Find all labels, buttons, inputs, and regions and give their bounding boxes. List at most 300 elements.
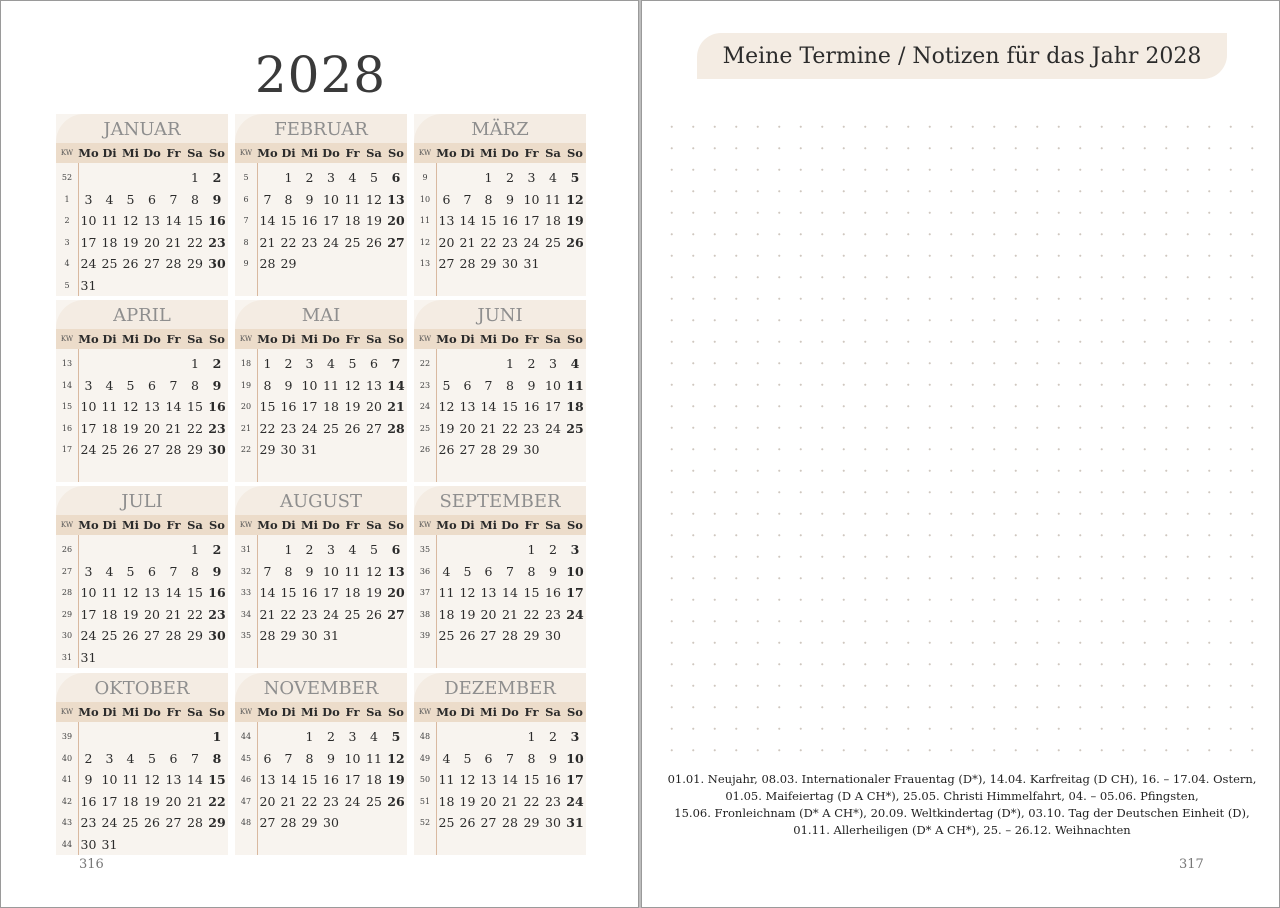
day-cell[interactable]: 28 <box>187 815 203 831</box>
day-cell[interactable]: 29 <box>280 628 297 644</box>
day-cell[interactable]: 23 <box>208 606 226 622</box>
day-cell[interactable]: 9 <box>284 377 293 393</box>
day-cell[interactable]: 15 <box>502 399 518 415</box>
day-cell[interactable]: 19 <box>144 793 160 809</box>
day-cell[interactable]: 30 <box>545 815 561 831</box>
day-cell[interactable]: 13 <box>144 213 160 229</box>
day-cell[interactable]: 16 <box>208 585 226 601</box>
day-cell[interactable]: 6 <box>370 356 378 371</box>
day-cell[interactable]: 8 <box>191 563 199 579</box>
day-cell[interactable]: 5 <box>463 750 472 766</box>
day-cell[interactable]: 30 <box>323 815 339 831</box>
day-cell[interactable]: 30 <box>545 628 561 644</box>
day-cell[interactable]: 24 <box>301 420 318 436</box>
day-cell[interactable]: 27 <box>144 442 160 458</box>
day-cell[interactable]: 14 <box>165 399 182 415</box>
day-cell[interactable]: 1 <box>527 729 536 744</box>
day-cell[interactable]: 15 <box>187 213 203 229</box>
day-cell[interactable]: 12 <box>459 585 476 601</box>
day-cell[interactable]: 10 <box>566 750 584 766</box>
day-cell[interactable]: 2 <box>305 542 314 557</box>
day-cell[interactable]: 11 <box>101 585 118 601</box>
day-cell[interactable]: 4 <box>442 563 451 579</box>
day-cell[interactable]: 23 <box>523 420 540 436</box>
day-cell[interactable]: 20 <box>480 793 497 809</box>
day-cell[interactable]: 24 <box>566 793 584 809</box>
day-cell[interactable]: 9 <box>212 191 222 207</box>
day-cell[interactable]: 30 <box>523 442 540 458</box>
day-cell[interactable]: 22 <box>502 420 518 436</box>
day-cell[interactable]: 31 <box>323 628 339 644</box>
day-cell[interactable]: 1 <box>284 170 293 185</box>
day-cell[interactable]: 15 <box>301 772 318 788</box>
day-cell[interactable]: 17 <box>566 772 584 788</box>
day-cell[interactable]: 10 <box>545 377 561 393</box>
day-cell[interactable]: 7 <box>463 191 472 207</box>
day-cell[interactable]: 25 <box>545 234 561 250</box>
day-cell[interactable]: 27 <box>438 256 455 272</box>
day-cell[interactable]: 24 <box>80 442 97 458</box>
day-cell[interactable]: 17 <box>101 793 118 809</box>
day-cell[interactable]: 29 <box>259 442 276 458</box>
day-cell[interactable]: 23 <box>502 234 518 250</box>
day-cell[interactable]: 4 <box>549 170 557 185</box>
day-cell[interactable]: 5 <box>370 170 378 185</box>
day-cell[interactable]: 6 <box>263 750 272 766</box>
day-cell[interactable]: 4 <box>126 750 135 766</box>
day-cell[interactable]: 17 <box>344 772 361 788</box>
day-cell[interactable]: 4 <box>327 356 335 371</box>
day-cell[interactable]: 16 <box>301 585 318 601</box>
day-cell[interactable]: 1 <box>191 170 199 185</box>
day-cell[interactable]: 28 <box>259 256 276 272</box>
day-cell[interactable]: 2 <box>212 542 222 557</box>
day-cell[interactable]: 19 <box>566 213 584 229</box>
day-cell[interactable]: 13 <box>480 772 497 788</box>
day-cell[interactable]: 6 <box>391 542 401 557</box>
day-cell[interactable]: 17 <box>80 420 97 436</box>
day-cell[interactable]: 17 <box>523 213 540 229</box>
day-cell[interactable]: 5 <box>126 377 135 393</box>
day-cell[interactable]: 26 <box>122 256 139 272</box>
day-cell[interactable]: 6 <box>148 563 156 579</box>
day-cell[interactable]: 29 <box>301 815 318 831</box>
day-cell[interactable]: 29 <box>187 442 203 458</box>
day-cell[interactable]: 2 <box>305 170 314 185</box>
day-cell[interactable]: 27 <box>144 628 160 644</box>
day-cell[interactable]: 23 <box>280 420 297 436</box>
day-cell[interactable]: 16 <box>523 399 540 415</box>
day-cell[interactable]: 8 <box>284 191 293 207</box>
day-cell[interactable]: 16 <box>545 772 561 788</box>
day-cell[interactable]: 19 <box>366 585 382 601</box>
day-cell[interactable]: 28 <box>165 256 182 272</box>
day-cell[interactable]: 9 <box>327 750 335 766</box>
day-cell[interactable]: 29 <box>502 442 518 458</box>
day-cell[interactable]: 12 <box>438 399 455 415</box>
day-cell[interactable]: 4 <box>370 729 378 744</box>
day-cell[interactable]: 20 <box>387 585 405 601</box>
day-cell[interactable]: 11 <box>438 585 455 601</box>
day-cell[interactable]: 6 <box>442 191 451 207</box>
day-cell[interactable]: 29 <box>480 256 497 272</box>
day-cell[interactable]: 9 <box>84 772 93 788</box>
day-cell[interactable]: 21 <box>387 399 405 415</box>
day-cell[interactable]: 7 <box>169 191 178 207</box>
day-cell[interactable]: 30 <box>208 628 226 644</box>
day-cell[interactable]: 7 <box>169 563 178 579</box>
day-cell[interactable]: 25 <box>438 628 455 644</box>
day-cell[interactable]: 10 <box>80 585 97 601</box>
day-cell[interactable]: 7 <box>263 191 272 207</box>
day-cell[interactable]: 9 <box>506 191 514 207</box>
day-cell[interactable]: 14 <box>502 585 518 601</box>
day-cell[interactable]: 27 <box>480 815 497 831</box>
day-cell[interactable]: 28 <box>387 420 405 436</box>
day-cell[interactable]: 18 <box>366 772 382 788</box>
day-cell[interactable]: 20 <box>144 234 160 250</box>
day-cell[interactable]: 28 <box>259 628 276 644</box>
day-cell[interactable]: 8 <box>527 750 536 766</box>
day-cell[interactable]: 2 <box>212 356 222 371</box>
day-cell[interactable]: 12 <box>122 399 139 415</box>
day-cell[interactable]: 24 <box>523 234 540 250</box>
day-cell[interactable]: 27 <box>259 815 276 831</box>
day-cell[interactable]: 29 <box>208 815 226 831</box>
day-cell[interactable]: 19 <box>122 420 139 436</box>
day-cell[interactable]: 12 <box>122 585 139 601</box>
day-cell[interactable]: 26 <box>344 420 361 436</box>
day-cell[interactable]: 18 <box>323 399 339 415</box>
day-cell[interactable]: 28 <box>165 442 182 458</box>
day-cell[interactable]: 17 <box>301 399 318 415</box>
day-cell[interactable]: 13 <box>438 213 455 229</box>
day-cell[interactable]: 27 <box>387 606 405 622</box>
day-cell[interactable]: 13 <box>366 377 382 393</box>
day-cell[interactable]: 21 <box>187 793 203 809</box>
day-cell[interactable]: 30 <box>280 442 297 458</box>
day-cell[interactable]: 24 <box>101 815 118 831</box>
day-cell[interactable]: 1 <box>506 356 514 371</box>
day-cell[interactable]: 14 <box>165 213 182 229</box>
day-cell[interactable]: 4 <box>348 170 357 185</box>
day-cell[interactable]: 19 <box>122 606 139 622</box>
day-cell[interactable]: 21 <box>259 606 276 622</box>
day-cell[interactable]: 2 <box>327 729 335 744</box>
day-cell[interactable]: 5 <box>126 191 135 207</box>
day-cell[interactable]: 9 <box>549 750 557 766</box>
day-cell[interactable]: 2 <box>549 729 557 744</box>
day-cell[interactable]: 15 <box>523 772 540 788</box>
day-cell[interactable]: 23 <box>545 793 561 809</box>
day-cell[interactable]: 18 <box>101 606 118 622</box>
day-cell[interactable]: 3 <box>84 563 93 579</box>
day-cell[interactable]: 24 <box>323 234 339 250</box>
day-cell[interactable]: 10 <box>101 772 118 788</box>
day-cell[interactable]: 15 <box>280 585 297 601</box>
day-cell[interactable]: 21 <box>459 234 476 250</box>
day-cell[interactable]: 2 <box>284 356 293 371</box>
day-cell[interactable]: 19 <box>387 772 405 788</box>
day-cell[interactable]: 17 <box>80 606 97 622</box>
day-cell[interactable]: 14 <box>187 772 203 788</box>
day-cell[interactable]: 30 <box>80 837 97 852</box>
day-cell[interactable]: 1 <box>212 729 222 744</box>
day-cell[interactable]: 10 <box>523 191 540 207</box>
day-cell[interactable]: 18 <box>344 585 361 601</box>
day-cell[interactable]: 20 <box>366 399 382 415</box>
day-cell[interactable]: 22 <box>280 234 297 250</box>
day-cell[interactable]: 2 <box>549 542 557 557</box>
day-cell[interactable]: 22 <box>187 606 203 622</box>
day-cell[interactable]: 13 <box>459 399 476 415</box>
day-cell[interactable]: 7 <box>169 377 178 393</box>
day-cell[interactable]: 25 <box>344 606 361 622</box>
day-cell[interactable]: 15 <box>187 585 203 601</box>
day-cell[interactable]: 10 <box>80 213 97 229</box>
day-cell[interactable]: 16 <box>80 793 97 809</box>
day-cell[interactable]: 4 <box>105 191 114 207</box>
day-cell[interactable]: 31 <box>101 837 118 852</box>
day-cell[interactable]: 29 <box>523 815 540 831</box>
day-cell[interactable]: 31 <box>566 815 584 831</box>
day-cell[interactable]: 26 <box>366 606 382 622</box>
day-cell[interactable]: 27 <box>366 420 382 436</box>
day-cell[interactable]: 21 <box>480 420 497 436</box>
day-cell[interactable]: 25 <box>122 815 139 831</box>
day-cell[interactable]: 15 <box>208 772 226 788</box>
day-cell[interactable]: 13 <box>165 772 182 788</box>
day-cell[interactable]: 23 <box>323 793 339 809</box>
day-cell[interactable]: 4 <box>105 563 114 579</box>
day-cell[interactable]: 10 <box>301 377 318 393</box>
day-cell[interactable]: 11 <box>545 191 561 207</box>
day-cell[interactable]: 21 <box>280 793 297 809</box>
day-cell[interactable]: 4 <box>105 377 114 393</box>
day-cell[interactable]: 23 <box>208 234 226 250</box>
day-cell[interactable]: 30 <box>301 628 318 644</box>
day-cell[interactable]: 12 <box>344 377 361 393</box>
day-cell[interactable]: 29 <box>187 256 203 272</box>
day-cell[interactable]: 19 <box>122 234 139 250</box>
day-cell[interactable]: 20 <box>438 234 455 250</box>
day-cell[interactable]: 23 <box>301 234 318 250</box>
day-cell[interactable]: 12 <box>122 213 139 229</box>
day-cell[interactable]: 1 <box>305 729 314 744</box>
day-cell[interactable]: 18 <box>122 793 139 809</box>
day-cell[interactable]: 12 <box>387 750 405 766</box>
day-cell[interactable]: 7 <box>484 377 493 393</box>
day-cell[interactable]: 27 <box>165 815 182 831</box>
day-cell[interactable]: 19 <box>459 606 476 622</box>
day-cell[interactable]: 14 <box>259 213 276 229</box>
day-cell[interactable]: 15 <box>259 399 276 415</box>
day-cell[interactable]: 7 <box>506 750 514 766</box>
day-cell[interactable]: 7 <box>284 750 293 766</box>
day-cell[interactable]: 12 <box>366 563 382 579</box>
day-cell[interactable]: 25 <box>323 420 339 436</box>
day-cell[interactable]: 5 <box>370 542 378 557</box>
day-cell[interactable]: 3 <box>327 542 335 557</box>
day-cell[interactable]: 9 <box>527 377 536 393</box>
day-cell[interactable]: 12 <box>459 772 476 788</box>
day-cell[interactable]: 18 <box>566 399 584 415</box>
day-cell[interactable]: 18 <box>438 606 455 622</box>
day-cell[interactable]: 15 <box>280 213 297 229</box>
day-cell[interactable]: 29 <box>187 628 203 644</box>
day-cell[interactable]: 18 <box>101 420 118 436</box>
day-cell[interactable]: 11 <box>323 377 339 393</box>
day-cell[interactable]: 13 <box>144 585 160 601</box>
day-cell[interactable]: 31 <box>301 442 318 458</box>
day-cell[interactable]: 6 <box>148 377 156 393</box>
day-cell[interactable]: 14 <box>387 377 405 393</box>
day-cell[interactable]: 5 <box>463 563 472 579</box>
day-cell[interactable]: 8 <box>484 191 493 207</box>
day-cell[interactable]: 20 <box>165 793 182 809</box>
day-cell[interactable]: 9 <box>305 563 314 579</box>
day-cell[interactable]: 3 <box>105 750 114 766</box>
day-cell[interactable]: 27 <box>459 442 476 458</box>
day-cell[interactable]: 9 <box>212 377 222 393</box>
day-cell[interactable]: 25 <box>101 256 118 272</box>
day-cell[interactable]: 2 <box>527 356 536 371</box>
day-cell[interactable]: 28 <box>280 815 297 831</box>
day-cell[interactable]: 13 <box>144 399 160 415</box>
day-cell[interactable]: 4 <box>348 542 357 557</box>
day-cell[interactable]: 28 <box>502 815 518 831</box>
day-cell[interactable]: 22 <box>259 420 276 436</box>
day-cell[interactable]: 29 <box>523 628 540 644</box>
day-cell[interactable]: 8 <box>506 377 514 393</box>
day-cell[interactable]: 26 <box>122 442 139 458</box>
day-cell[interactable]: 26 <box>438 442 455 458</box>
day-cell[interactable]: 20 <box>387 213 405 229</box>
day-cell[interactable]: 15 <box>480 213 497 229</box>
day-cell[interactable]: 29 <box>280 256 297 272</box>
day-cell[interactable]: 6 <box>484 563 493 579</box>
day-cell[interactable]: 16 <box>280 399 297 415</box>
day-cell[interactable]: 3 <box>570 542 580 557</box>
day-cell[interactable]: 24 <box>80 256 97 272</box>
day-cell[interactable]: 5 <box>126 563 135 579</box>
day-cell[interactable]: 23 <box>301 606 318 622</box>
day-cell[interactable]: 18 <box>344 213 361 229</box>
day-cell[interactable]: 20 <box>459 420 476 436</box>
day-cell[interactable]: 13 <box>387 563 405 579</box>
day-cell[interactable]: 3 <box>549 356 557 371</box>
day-cell[interactable]: 26 <box>459 815 476 831</box>
day-cell[interactable]: 1 <box>263 356 272 371</box>
day-cell[interactable]: 16 <box>323 772 339 788</box>
day-cell[interactable]: 4 <box>442 750 451 766</box>
day-cell[interactable]: 14 <box>459 213 476 229</box>
day-cell[interactable]: 31 <box>523 256 540 272</box>
day-cell[interactable]: 4 <box>570 356 580 371</box>
day-cell[interactable]: 16 <box>502 213 518 229</box>
day-cell[interactable]: 15 <box>523 585 540 601</box>
day-cell[interactable]: 1 <box>484 170 493 185</box>
day-cell[interactable]: 1 <box>191 542 199 557</box>
day-cell[interactable]: 23 <box>80 815 97 831</box>
day-cell[interactable]: 25 <box>438 815 455 831</box>
day-cell[interactable]: 11 <box>366 750 382 766</box>
day-cell[interactable]: 3 <box>84 191 93 207</box>
day-cell[interactable]: 3 <box>327 170 335 185</box>
day-cell[interactable]: 28 <box>459 256 476 272</box>
day-cell[interactable]: 31 <box>80 278 97 293</box>
day-cell[interactable]: 16 <box>545 585 561 601</box>
day-cell[interactable]: 21 <box>502 793 518 809</box>
day-cell[interactable]: 22 <box>523 606 540 622</box>
day-cell[interactable]: 3 <box>348 729 357 744</box>
day-cell[interactable]: 14 <box>480 399 497 415</box>
day-cell[interactable]: 1 <box>191 356 199 371</box>
day-cell[interactable]: 2 <box>84 750 93 766</box>
day-cell[interactable]: 22 <box>187 420 203 436</box>
day-cell[interactable]: 24 <box>344 793 361 809</box>
day-cell[interactable]: 17 <box>566 585 584 601</box>
day-cell[interactable]: 8 <box>212 750 222 766</box>
dot-grid-notes-area[interactable] <box>661 116 1261 756</box>
day-cell[interactable]: 10 <box>80 399 97 415</box>
day-cell[interactable]: 26 <box>459 628 476 644</box>
day-cell[interactable]: 16 <box>301 213 318 229</box>
day-cell[interactable]: 11 <box>566 377 584 393</box>
day-cell[interactable]: 10 <box>323 563 339 579</box>
day-cell[interactable]: 14 <box>502 772 518 788</box>
day-cell[interactable]: 7 <box>191 750 199 766</box>
day-cell[interactable]: 6 <box>169 750 178 766</box>
day-cell[interactable]: 8 <box>305 750 314 766</box>
day-cell[interactable]: 25 <box>344 234 361 250</box>
day-cell[interactable]: 21 <box>502 606 518 622</box>
day-cell[interactable]: 2 <box>506 170 514 185</box>
day-cell[interactable]: 13 <box>387 191 405 207</box>
day-cell[interactable]: 30 <box>208 256 226 272</box>
day-cell[interactable]: 23 <box>545 606 561 622</box>
day-cell[interactable]: 18 <box>438 793 455 809</box>
day-cell[interactable]: 17 <box>80 234 97 250</box>
day-cell[interactable]: 5 <box>391 729 401 744</box>
day-cell[interactable]: 24 <box>566 606 584 622</box>
day-cell[interactable]: 22 <box>480 234 497 250</box>
day-cell[interactable]: 20 <box>259 793 276 809</box>
day-cell[interactable]: 24 <box>323 606 339 622</box>
day-cell[interactable]: 22 <box>280 606 297 622</box>
day-cell[interactable]: 27 <box>144 256 160 272</box>
day-cell[interactable]: 8 <box>284 563 293 579</box>
day-cell[interactable]: 14 <box>165 585 182 601</box>
day-cell[interactable]: 26 <box>387 793 405 809</box>
day-cell[interactable]: 5 <box>348 356 357 371</box>
day-cell[interactable]: 19 <box>459 793 476 809</box>
day-cell[interactable]: 25 <box>366 793 382 809</box>
day-cell[interactable]: 1 <box>527 542 536 557</box>
day-cell[interactable]: 12 <box>144 772 160 788</box>
day-cell[interactable]: 9 <box>305 191 314 207</box>
day-cell[interactable]: 28 <box>502 628 518 644</box>
day-cell[interactable]: 18 <box>545 213 561 229</box>
day-cell[interactable]: 15 <box>187 399 203 415</box>
day-cell[interactable]: 3 <box>305 356 314 371</box>
day-cell[interactable]: 6 <box>148 191 156 207</box>
day-cell[interactable]: 5 <box>442 377 451 393</box>
day-cell[interactable]: 25 <box>101 442 118 458</box>
day-cell[interactable]: 11 <box>101 213 118 229</box>
day-cell[interactable]: 19 <box>344 399 361 415</box>
day-cell[interactable]: 20 <box>144 420 160 436</box>
